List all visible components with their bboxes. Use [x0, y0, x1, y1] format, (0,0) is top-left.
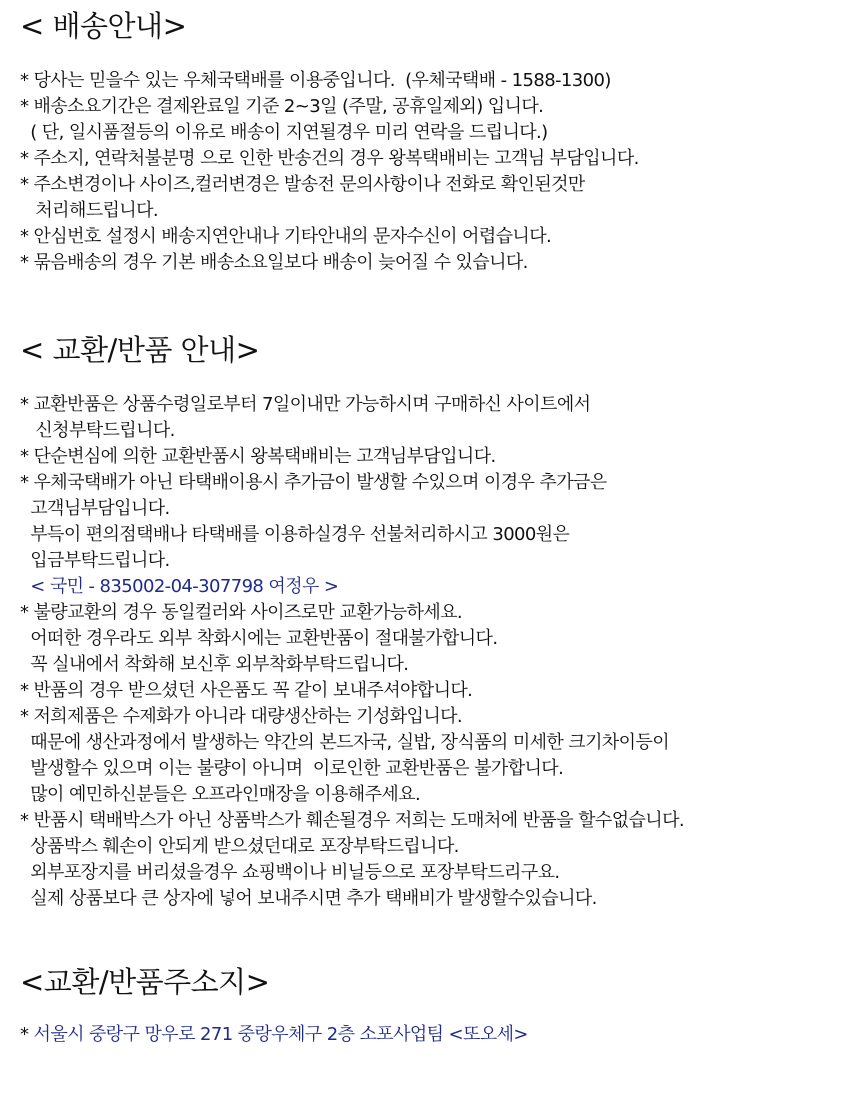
exchange-line: 발생할수 있으며 이는 불량이 아니며 이로인한 교환반품은 불가합니다.: [20, 758, 564, 779]
shipping-line: * 주소지, 연락처불분명 으로 인한 반송건의 경우 왕복택배비는 고객님 부담입니다.: [20, 148, 639, 169]
shipping-line: * 당사는 믿을수 있는 우체국택배를 이용중입니다. (우체국택배 - 1588-1300): [20, 70, 611, 91]
exchange-line: * 반품의 경우 받으셨던 사은품도 꼭 같이 보내주셔야합니다.: [20, 680, 473, 701]
shipping-line: * 묶음배송의 경우 기본 배송소요일보다 배송이 늦어질 수 있습니다.: [20, 252, 528, 273]
shipping-section-title: < 배송안내>: [20, 9, 187, 43]
exchange-line: * 저희제품은 수제화가 아니라 대량생산하는 기성화입니다.: [20, 706, 463, 727]
exchange-line: 신청부탁드립니다.: [20, 420, 175, 441]
exchange-line: 많이 예민하신분들은 오프라인매장을 이용해주세요.: [20, 784, 421, 805]
exchange-line: 꼭 실내에서 착화해 보신후 외부착화부탁드립니다.: [20, 654, 409, 675]
shipping-line: ( 단, 일시품절등의 이유로 배송이 지연될경우 미리 연락을 드립니다.): [20, 122, 548, 143]
bank-account-line: < 국민 - 835002-04-307798 여정우 >: [20, 576, 339, 597]
exchange-line: * 교환반품은 상품수령일로부터 7일이내만 가능하시며 구매하신 사이트에서: [20, 394, 591, 415]
return-address-text: 서울시 중랑구 망우로 271 중랑우체구 2층 소포사업팀 <또오세>: [33, 1024, 528, 1045]
return-address-line: [20, 1022, 528, 1048]
exchange-line: * 우체국택배가 아닌 타택배이용시 추가금이 발생할 수있으며 이경우 추가금은: [20, 472, 607, 493]
exchange-line: 상품박스 훼손이 안되게 받으셨던대로 포장부탁드립니다.: [20, 836, 459, 857]
return-address-bullet: *: [20, 1024, 34, 1045]
exchange-line: 고객님부담입니다.: [20, 498, 170, 519]
exchange-line: 부득이 편의점택배나 타택배를 이용하실경우 선불처리하시고 3000원은: [20, 524, 570, 545]
shipping-line: * 주소변경이나 사이즈,컬러변경은 발송전 문의사항이나 전화로 확인된것만: [20, 174, 585, 195]
exchange-line: * 단순변심에 의한 교환반품시 왕복택배비는 고객님부담입니다.: [20, 446, 496, 467]
exchange-line: * 반품시 택배박스가 아닌 상품박스가 훼손될경우 저희는 도매처에 반품을 할수없습니다.: [20, 810, 684, 831]
shipping-line: * 배송소요기간은 결제완료일 기준 2~3일 (주말, 공휴일제외) 입니다.: [20, 96, 544, 117]
return-address-block: [20, 1022, 528, 1048]
exchange-notice-list: [20, 392, 684, 912]
return-address-title: <교환/반품주소지>: [20, 965, 270, 999]
shipping-line: * 안심번호 설정시 배송지연안내나 기타안내의 문자수신이 어렵습니다.: [20, 226, 552, 247]
exchange-line: 어떠한 경우라도 외부 착화시에는 교환반품이 절대불가합니다.: [20, 628, 498, 649]
exchange-line: * 불량교환의 경우 동일컬러와 사이즈로만 교환가능하세요.: [20, 602, 463, 623]
exchange-line: 입금부탁드립니다.: [20, 550, 170, 571]
exchange-line: 외부포장지를 버리셨을경우 쇼핑백이나 비닐등으로 포장부탁드리구요.: [20, 862, 560, 883]
exchange-line: 실제 상품보다 큰 상자에 넣어 보내주시면 추가 택배비가 발생할수있습니다.: [20, 888, 597, 909]
shipping-notice-list: [20, 68, 639, 276]
exchange-section-title: < 교환/반품 안내>: [20, 333, 260, 367]
exchange-line: 때문에 생산과정에서 발생하는 약간의 본드자국, 실밥, 장식품의 미세한 크기차이등이: [20, 732, 670, 753]
shipping-line: 처리해드립니다.: [20, 200, 159, 221]
